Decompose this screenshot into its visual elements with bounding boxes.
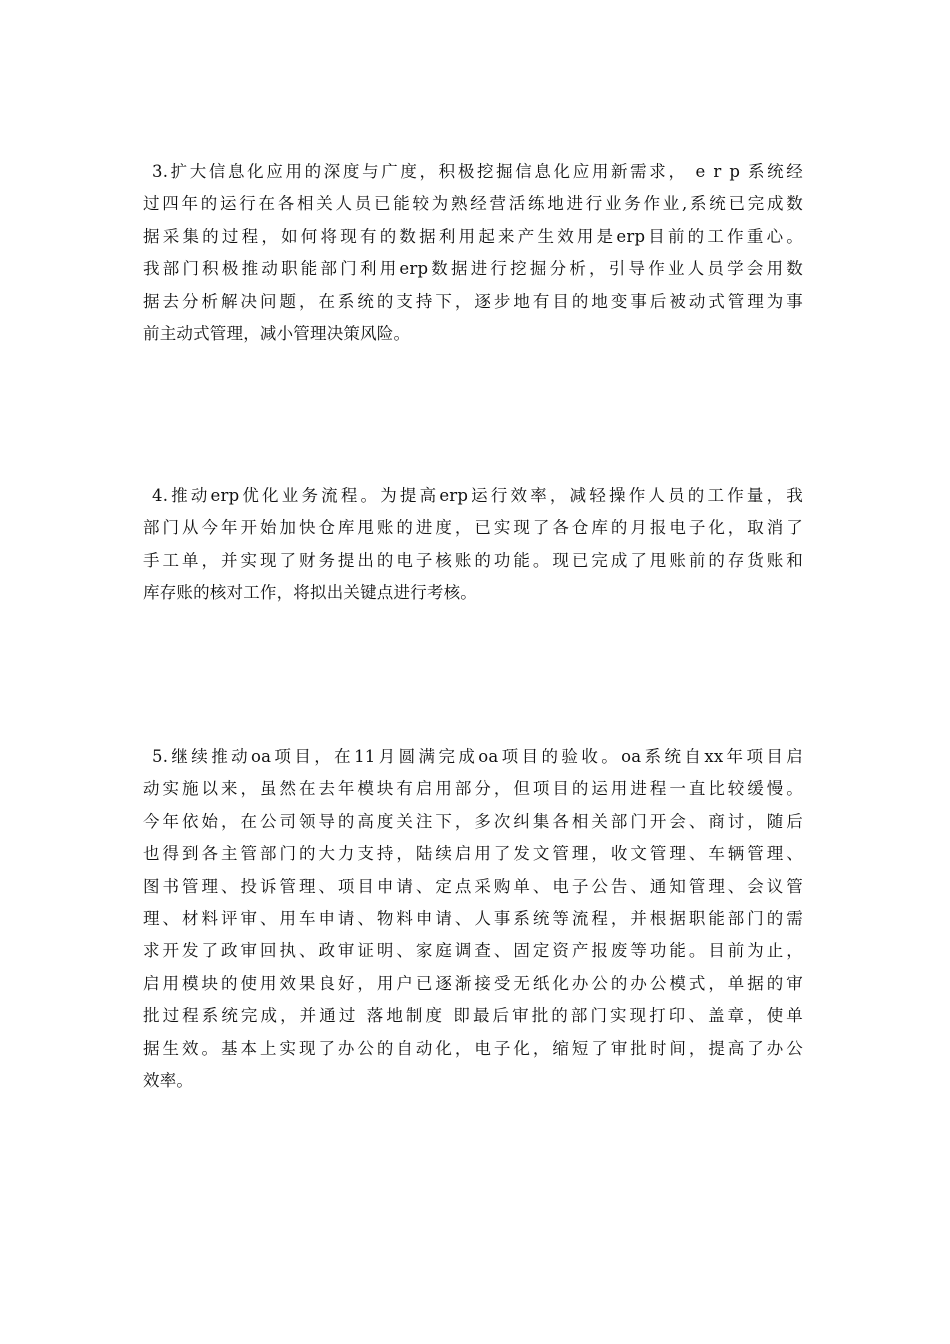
paragraph-line: 前主动式管理，减小管理决策风险。 xyxy=(143,324,411,344)
paragraph-line: 我部门积极推动职能部门利用erp数据进行挖掘分析，引导作业人员学会用数 xyxy=(143,259,803,279)
paragraph-line: 手工单，并实现了财务提出的电子核账的功能。现已完成了甩账前的存货账和 xyxy=(143,550,803,570)
paragraph-line: 今年依始，在公司领导的高度关注下，多次纠集各相关部门开会、商讨，随后 xyxy=(143,811,803,831)
paragraph-line: 据生效。基本上实现了办公的自动化，电子化，缩短了审批时间，提高了办公 xyxy=(143,1038,803,1058)
paragraph-line: 启用模块的使用效果良好，用户已逐渐接受无纸化办公的办公模式，单据的审 xyxy=(143,973,803,993)
paragraph-5-oa-project xyxy=(143,741,803,1097)
paragraph-line: 求开发了政审回执、政审证明、家庭调查、固定资产报废等功能。目前为止， xyxy=(143,941,803,961)
paragraph-line: 动实施以来，虽然在去年模块有启用部分，但项目的运用进程一直比较缓慢。 xyxy=(143,779,803,799)
paragraph-line: 库存账的核对工作，将拟出关键点进行考核。 xyxy=(143,583,477,603)
paragraph-line: 图书管理、投诉管理、项目申请、定点采购单、电子公告、通知管理、会议管 xyxy=(143,876,803,896)
paragraph-line: 也得到各主管部门的大力支持，陆续启用了发文管理，收文管理、车辆管理、 xyxy=(143,844,803,864)
paragraph-line: 批过程系统完成，并通过 落地制度 即最后审批的部门实现打印、盖章，使单 xyxy=(143,1006,803,1026)
paragraph-3-erp-deepening xyxy=(143,156,803,350)
paragraph-line: 据采集的过程，如何将现有的数据利用起来产生效用是erp目前的工作重心。 xyxy=(143,226,803,246)
paragraph-line: 3.扩大信息化应用的深度与广度，积极挖掘信息化应用新需求， e r p 系统经 xyxy=(152,162,803,181)
paragraph-line: 过四年的运行在各相关人员已能较为熟经营活练地进行业务作业,系统已完成数 xyxy=(143,194,803,214)
paragraph-4-erp-process-optimization xyxy=(143,480,803,610)
paragraph-line: 部门从今年开始加快仓库甩账的进度，已实现了各仓库的月报电子化，取消了 xyxy=(143,518,803,538)
paragraph-line: 据去分析解决问题，在系统的支持下，逐步地有目的地变事后被动式管理为事 xyxy=(143,291,803,311)
paragraph-line: 效率。 xyxy=(143,1071,194,1091)
paragraph-line: 4.推动erp优化业务流程。为提高erp运行效率，减轻操作人员的工作量，我 xyxy=(152,486,803,505)
paragraph-line: 理、材料评审、用车申请、物料申请、人事系统等流程，并根据职能部门的需 xyxy=(143,909,803,929)
paragraph-line: 5.继续推动oa项目，在11月圆满完成oa项目的验收。oa系统自xx年项目启 xyxy=(152,747,803,766)
